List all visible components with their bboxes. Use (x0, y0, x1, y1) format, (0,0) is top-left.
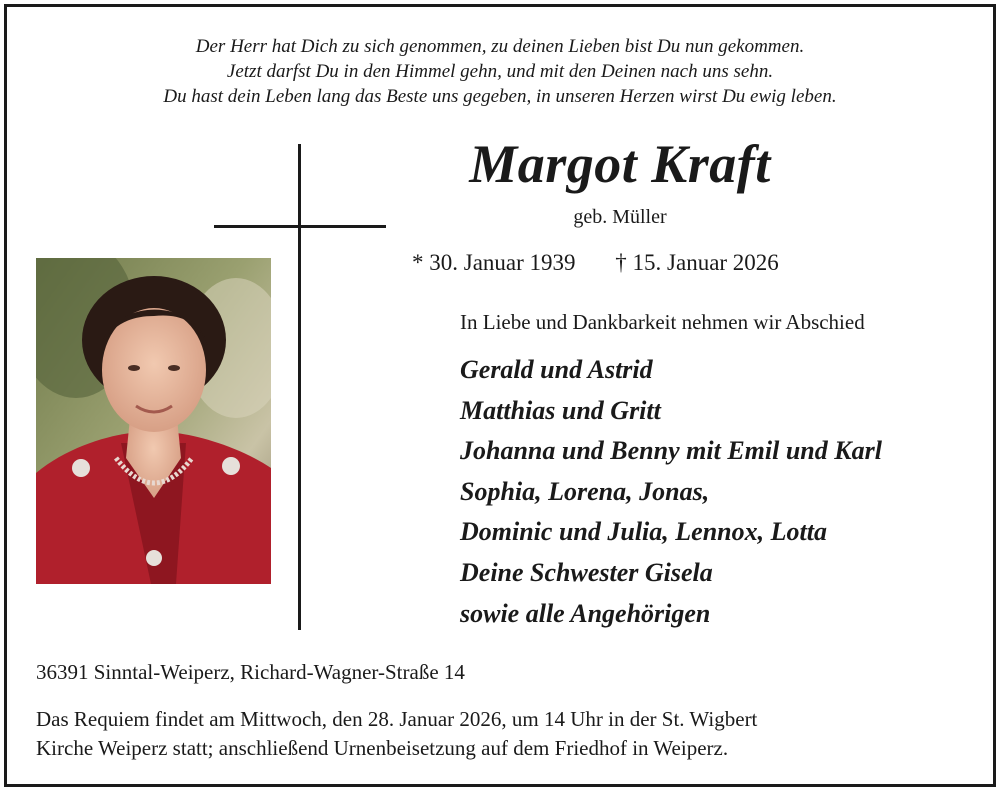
mourners-list (460, 350, 882, 634)
family-address: 36391 Sinntal-Weiperz, Richard-Wagner-Straße 14 (36, 660, 465, 684)
life-dates (412, 250, 779, 276)
mourner-entry: Deine Schwester Gisela (460, 557, 713, 587)
death-date: † 15. Januar 2026 (615, 250, 779, 275)
cross-icon-bar (214, 225, 386, 228)
portrait-photo (36, 258, 271, 584)
funeral-notice (36, 705, 966, 763)
verse-line: Du hast dein Leben lang das Beste uns gegeben, in unseren Herzen wirst Du ewig leben. (163, 86, 837, 107)
farewell-intro: In Liebe und Dankbarkeit nehmen wir Abschied (460, 310, 865, 334)
mourner-entry: Gerald und Astrid (460, 355, 653, 384)
mourner-entry: Johanna und Benny mit Emil und Karl (460, 436, 882, 466)
verse-line: Jetzt darfst Du in den Himmel gehn, und mit den Deinen nach uns sehn. (226, 61, 774, 82)
cross-icon (298, 144, 301, 630)
notice-line: Kirche Weiperz statt; anschließend Urnenbeisetzung auf dem Friedhof in Weiperz. (36, 736, 729, 760)
mourner-entry: Matthias und Gritt (460, 395, 661, 425)
maiden-name: geb. Müller (573, 206, 667, 228)
mourner-entry: sowie alle Angehörigen (460, 598, 711, 628)
birth-date: * 30. Januar 1939 (412, 250, 576, 275)
mourner-entry: Dominic und Julia, Lennox, Lotta (460, 517, 827, 547)
mourner-entry: Sophia, Lorena, Jonas, (460, 476, 710, 506)
notice-line: Das Requiem findet am Mittwoch, den 28. Januar 2026, um 14 Uhr in der St. Wigbert (36, 707, 758, 731)
deceased-name: Margot Kraft (469, 134, 771, 194)
memorial-verse (0, 34, 1000, 109)
verse-line: Der Herr hat Dich zu sich genommen, zu deinen Lieben bist Du nun gekommen. (195, 36, 805, 57)
